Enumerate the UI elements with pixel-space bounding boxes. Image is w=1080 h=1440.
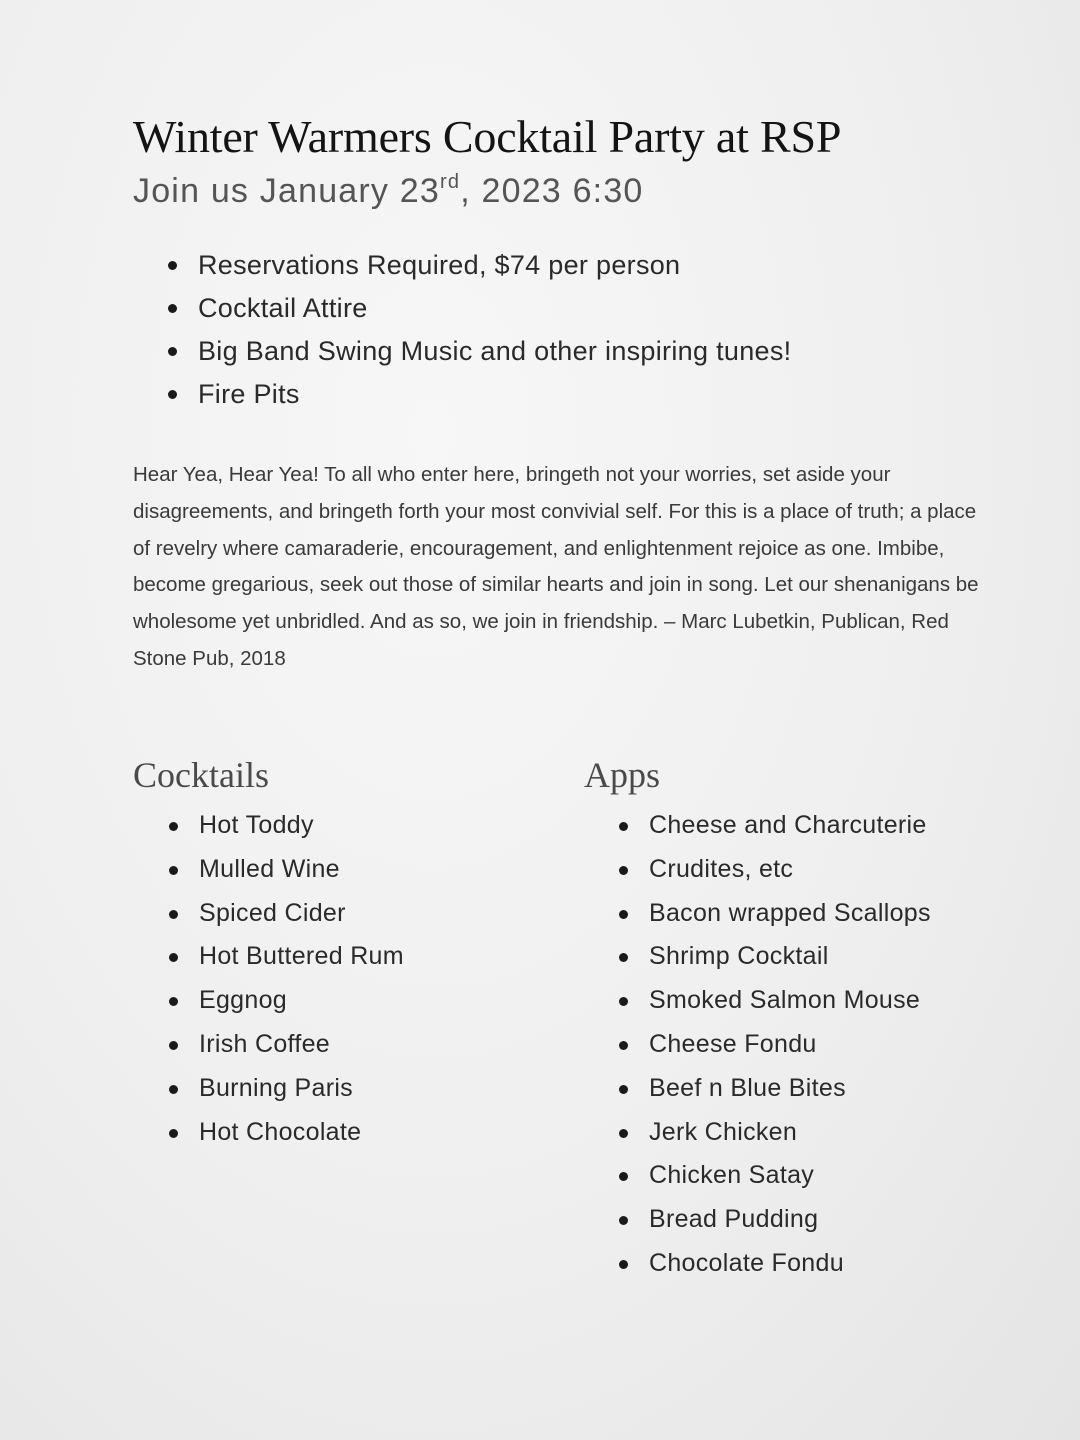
apps-heading: Apps — [584, 755, 661, 795]
highlight-item: Fire Pits — [168, 373, 791, 416]
app-item: Beef n Blue Bites — [619, 1067, 931, 1111]
cocktail-item: Irish Coffee — [169, 1023, 404, 1067]
apps-list — [619, 804, 931, 1286]
event-date-prefix: Join us January 23 — [133, 172, 440, 210]
event-date — [133, 172, 644, 211]
app-item: Chocolate Fondu — [619, 1242, 931, 1286]
cocktail-item: Hot Chocolate — [169, 1111, 404, 1155]
page-title: Winter Warmers Cocktail Party at RSP — [133, 111, 842, 162]
app-item: Crudites, etc — [619, 848, 931, 892]
app-item: Chicken Satay — [619, 1154, 931, 1198]
cocktail-item: Hot Toddy — [169, 804, 404, 848]
app-item: Bacon wrapped Scallops — [619, 892, 931, 936]
highlight-item: Big Band Swing Music and other inspiring tunes! — [168, 330, 791, 373]
cocktail-item: Mulled Wine — [169, 848, 404, 892]
cocktail-item: Eggnog — [169, 979, 404, 1023]
app-item: Shrimp Cocktail — [619, 935, 931, 979]
quote-paragraph: Hear Yea, Hear Yea! To all who enter here, bringeth not your worries, set aside your disagreements, and bringeth forth your most convivial self. For this is a place of truth; a place of revelry where camaraderie, encouragement, and enlightenment rejoice as one. Imbibe, become gregarious, seek out those of similar hearts and join in song. Let our shenanigans be wholesome yet unbridled. And as so, we join in friendship. – Marc Lubetkin, Publican, Red Stone Pub, 2018 — [133, 463, 979, 670]
app-item: Smoked Salmon Mouse — [619, 979, 931, 1023]
event-highlights — [168, 244, 791, 416]
cocktails-heading: Cocktails — [133, 755, 269, 795]
cocktail-item: Spiced Cider — [169, 892, 404, 936]
cocktail-item: Burning Paris — [169, 1067, 404, 1111]
highlight-item: Cocktail Attire — [168, 287, 791, 330]
cocktails-list — [169, 804, 404, 1154]
highlight-item: Reservations Required, $74 per person — [168, 244, 791, 287]
cocktail-item: Hot Buttered Rum — [169, 935, 404, 979]
app-item: Jerk Chicken — [619, 1111, 931, 1155]
app-item: Cheese and Charcuterie — [619, 804, 931, 848]
event-date-ordinal: rd — [440, 171, 461, 193]
app-item: Bread Pudding — [619, 1198, 931, 1242]
event-date-suffix: , 2023 6:30 — [460, 172, 644, 210]
app-item: Cheese Fondu — [619, 1023, 931, 1067]
